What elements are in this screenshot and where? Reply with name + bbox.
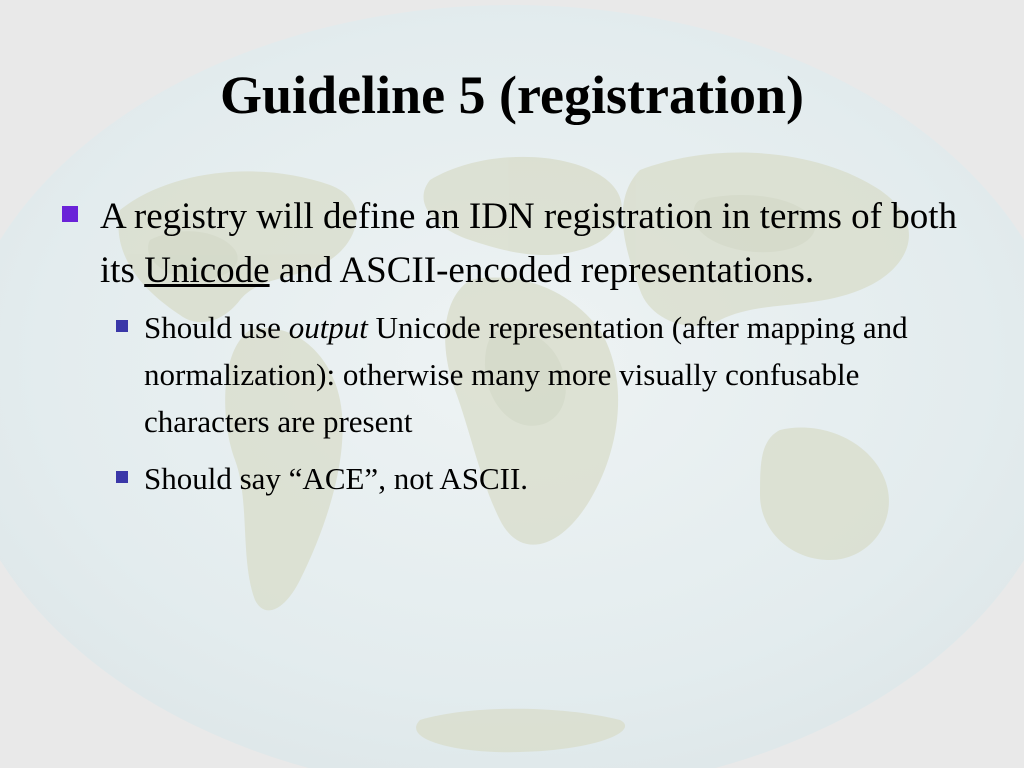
sub-bullet-text: Should say “ACE”, not ASCII.: [144, 461, 529, 496]
sub-bullet-text-before: Should use: [144, 310, 289, 345]
bullet-registry-definition: [62, 190, 962, 502]
bullet-text-after: and ASCII-encoded representations.: [269, 250, 815, 291]
sub-bullet-text-after: Unicode representation (after mapping and normalization): otherwise many more visually confusable characters are present: [144, 310, 908, 439]
unicode-link[interactable]: Unicode: [144, 250, 270, 291]
square-bullet-icon: [62, 206, 78, 222]
square-sub-bullet-icon: [116, 320, 128, 332]
sub-bullet-output-unicode: [116, 304, 962, 445]
square-sub-bullet-icon: [116, 471, 128, 483]
bullet-text-before: A registry will define an IDN registration in terms of both its: [100, 196, 957, 291]
bullet-list: [62, 190, 962, 512]
sub-bullet-say-ace: [116, 455, 962, 502]
slide-title: Guideline 5 (registration): [220, 65, 804, 125]
sub-bullet-list: [100, 304, 962, 502]
sub-bullet-emphasis: output: [288, 310, 368, 345]
